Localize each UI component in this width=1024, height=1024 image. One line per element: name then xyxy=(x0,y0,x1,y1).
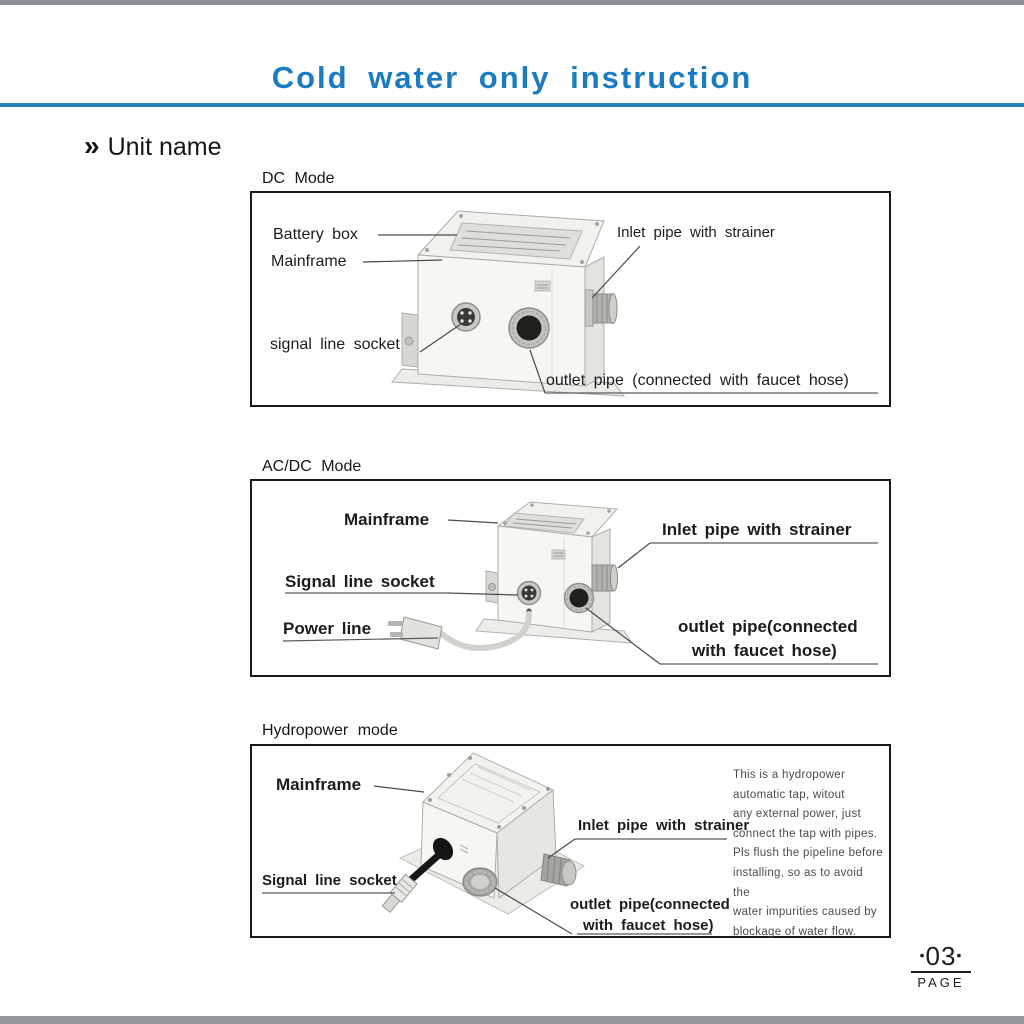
dc-label-battery-box: Battery box xyxy=(273,226,358,243)
acdc-label-inlet: Inlet pipe with strainer xyxy=(662,520,852,539)
page-number-right-dot: • xyxy=(956,947,963,963)
acdc-label-mainframe: Mainframe xyxy=(344,510,430,529)
hydro-label-outlet-line1: outlet pipe(connected xyxy=(570,896,730,913)
hydro-outlet-pipe xyxy=(463,868,497,896)
page-title: Cold water only instruction xyxy=(271,60,753,95)
hydro-label-inlet: Inlet pipe with strainer xyxy=(578,817,750,834)
hydro-label-outlet-line2: with faucet hose) xyxy=(583,917,714,934)
acdc-power-plug xyxy=(388,617,442,649)
page-word: PAGE xyxy=(917,975,965,990)
bottom-edge-bar xyxy=(0,1016,1024,1024)
dc-inlet-pipe xyxy=(585,290,617,326)
dc-diagram-frame xyxy=(250,191,891,407)
hydro-note-line: This is a hydropower xyxy=(733,769,846,781)
hydro-diagram-frame xyxy=(250,744,891,938)
acdc-diagram-frame xyxy=(250,479,891,677)
dc-label-signal-socket: signal line socket xyxy=(270,336,400,353)
hydro-note-line: Pls flush the pipeline before xyxy=(733,847,883,860)
page-number-rule xyxy=(911,971,971,973)
hydro-label-signal-socket: Signal line socket xyxy=(262,872,397,889)
dc-label-mainframe: Mainframe xyxy=(271,253,347,270)
dc-device-photo xyxy=(392,211,624,396)
dc-label-inlet: Inlet pipe with strainer xyxy=(617,224,775,241)
hydro-note-line: water impurities caused by xyxy=(733,906,877,919)
page-number-value: 03 xyxy=(925,941,957,971)
acdc-inlet-pipe xyxy=(592,565,618,591)
hydro-note-line: blockage of water flow. xyxy=(733,925,857,938)
page-number xyxy=(901,941,981,970)
hydro-device-photo xyxy=(380,753,584,914)
hydro-note-paragraph xyxy=(733,766,883,942)
acdc-label-outlet-line2: with faucet hose) xyxy=(692,641,837,660)
dc-label-outlet: outlet pipe (connected with faucet hose) xyxy=(546,372,849,389)
acdc-label-power-line: Power line xyxy=(283,619,372,638)
page-number-left-dot: • xyxy=(919,947,926,963)
hydro-note-line: installing, so as to avoid the xyxy=(733,866,863,899)
double-chevron-icon: » xyxy=(84,130,100,161)
section-heading-label: Unit name xyxy=(107,133,222,161)
hydro-note-line: any external power, just xyxy=(733,808,862,821)
acdc-mode-label: AC/DC Mode xyxy=(262,458,362,475)
hydro-note-line: automatic tap, witout xyxy=(733,788,845,801)
hydro-mode-label: Hydropower mode xyxy=(262,722,398,739)
top-edge-bar xyxy=(0,0,1024,5)
acdc-label-signal-socket: Signal line socket xyxy=(285,572,435,591)
title-underline-rule xyxy=(0,103,1024,107)
hydro-label-mainframe: Mainframe xyxy=(276,775,362,794)
dc-mode-label: DC Mode xyxy=(262,170,335,187)
page-footer xyxy=(901,941,981,990)
section-heading xyxy=(84,130,222,162)
hydro-note-line: connect the tap with pipes. xyxy=(733,827,878,840)
acdc-label-outlet-line1: outlet pipe(connected xyxy=(678,617,858,636)
